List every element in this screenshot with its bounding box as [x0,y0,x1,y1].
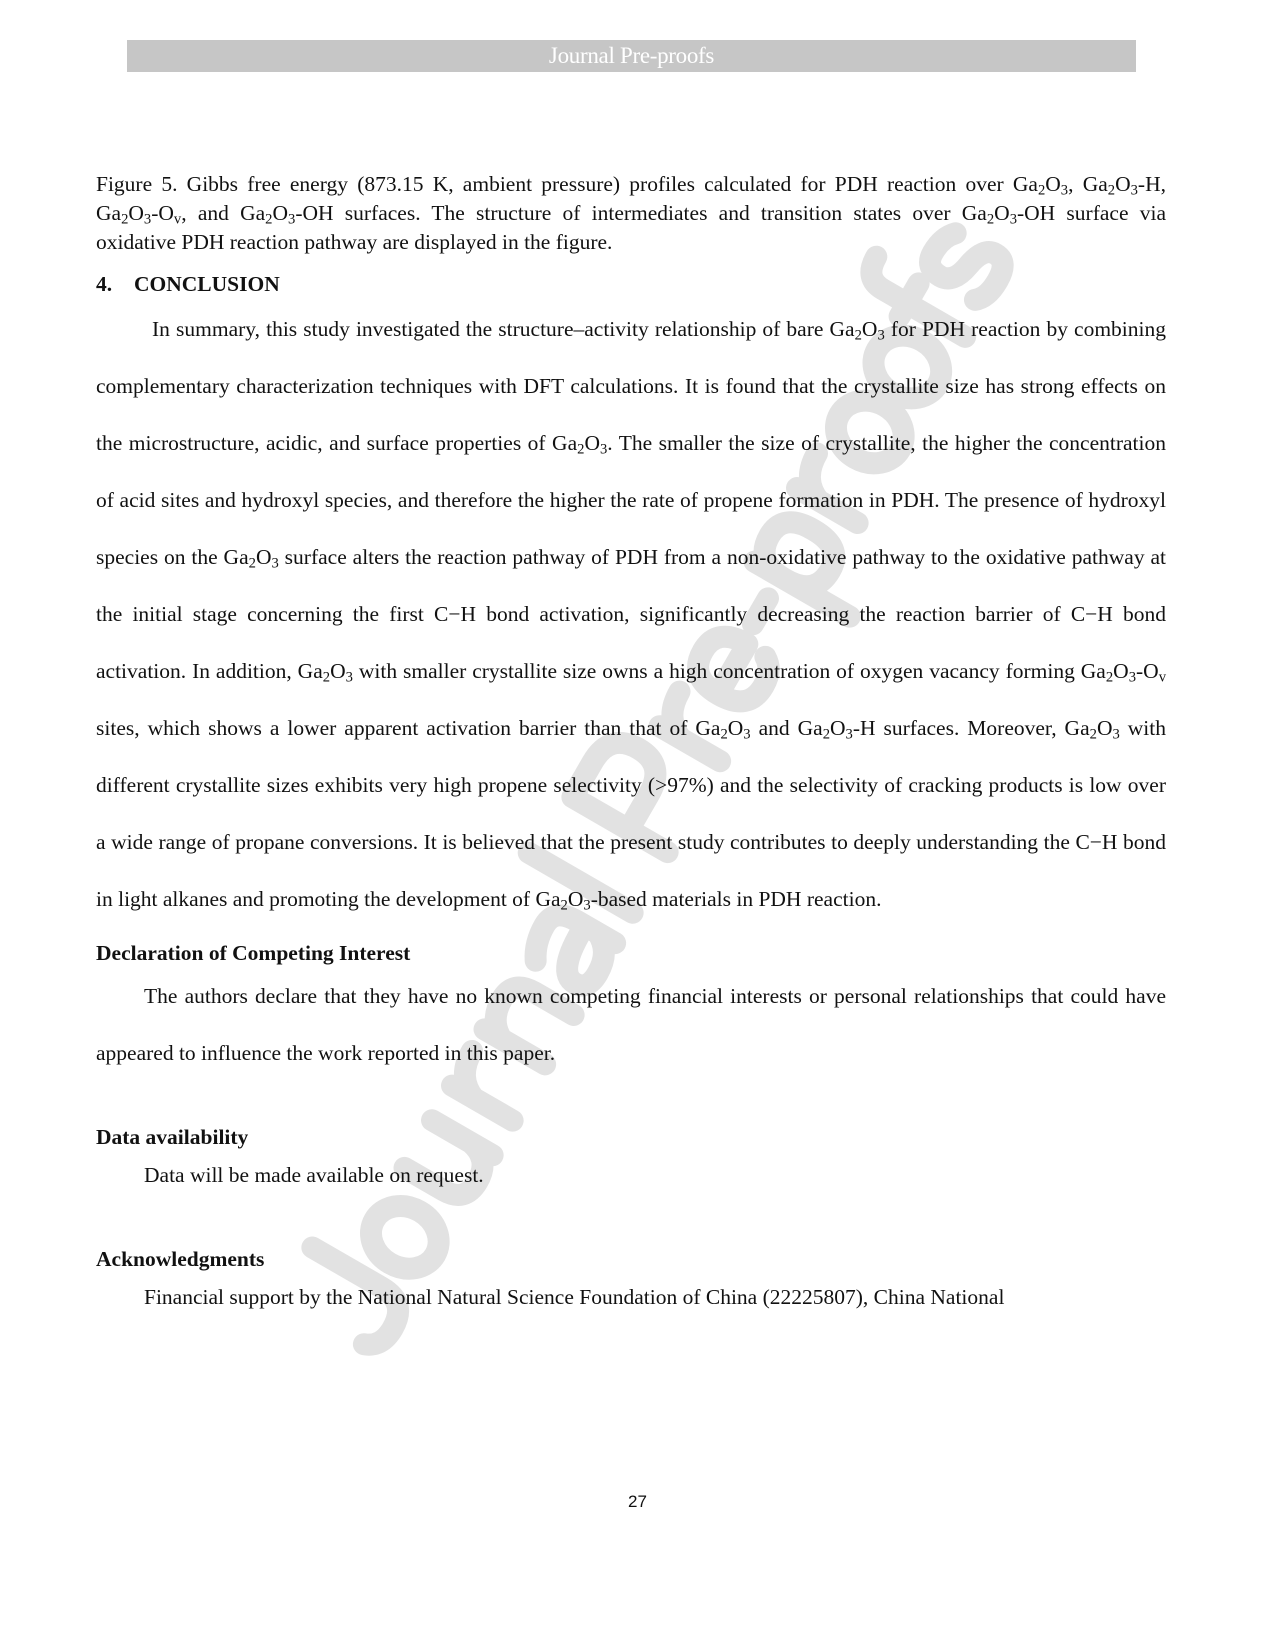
subscript: v [1158,669,1166,686]
subscript: 3 [877,327,885,344]
caption-text: -H, Ga [96,172,1166,225]
body-text: -O [1136,659,1159,683]
section-heading-conclusion [96,269,1166,299]
acknowledgments-text: Financial support by the National Natural Science Foundation of China (22225807), China National [144,1285,1005,1309]
body-text: and Ga [750,716,823,740]
body-text: O [830,716,846,740]
subscript: 2 [822,726,830,743]
body-text: -H surfaces. Moreover, Ga [852,716,1090,740]
body-text: with smaller crystallite size owns a high concentration of oxygen vacancy forming Ga [352,659,1106,683]
subscript: 3 [1128,669,1136,686]
caption-text: O [1115,172,1131,196]
subscript: 3 [743,726,751,743]
heading-declaration: Declaration of Competing Interest [96,941,411,965]
subscript: 3 [583,897,591,914]
subscript: 2 [986,211,995,228]
body-text: O [584,431,600,455]
caption-text: -OH surface via oxidative PDH reaction pathway are displayed in the figure. [96,201,1166,254]
subscript: 3 [345,669,353,686]
caption-text: , and Ga [181,201,266,225]
subscript: 3 [143,211,152,228]
subscript: 3 [599,441,608,458]
body-text: for PDH reaction by combining complementary characterization techniques with DFT calculations. It is found that the crystallite size has strong effects on the microstructure, acidic, and surface properties of Ga [96,317,1167,455]
subscript: 2 [720,726,728,743]
subscript: 3 [1009,211,1017,228]
body-text: . The smaller the size of crystallite, the higher the concentration of acid sites and hydroxyl species, and therefore the higher the rate of propene formation in PDH. The presence of hydroxyl species on the Ga [96,431,1167,569]
journal-header-text: Journal Pre-proofs [548,43,715,68]
subscript: 2 [577,441,585,458]
body-text: O [567,887,584,911]
subscript: 2 [1105,669,1114,686]
caption-text: O [994,201,1010,225]
section-title: CONCLUSION [134,272,280,296]
page-content [96,170,1166,1312]
subscript: 2 [121,211,129,228]
body-text: In summary, this study investigated the structure–activity relationship of bare Ga [152,317,855,341]
section-number: 4. [96,272,113,296]
subscript: 2 [560,897,568,914]
conclusion-paragraph [96,301,1166,928]
subscript: 2 [322,669,331,686]
subscript: 2 [1089,726,1097,743]
caption-text: O [272,201,289,225]
body-text: O [727,716,744,740]
page-number: 27 [628,1492,647,1511]
body-text: O [1096,716,1113,740]
caption-text: -O [151,201,174,225]
body-text: with different crystallite sizes exhibits very high propene selectivity (>97%) and the selectivity of cracking products is low over a wide range of propane conversions. It is believed that the present study contributes to deeply understanding the C−H bond in light alkanes and promoting the development of Ga [96,716,1166,911]
subscript: 3 [845,726,853,743]
caption-text: -OH surfaces. The structure of intermediates and transition states over Ga [295,201,987,225]
subscript: 2 [1107,182,1116,199]
subscript: 2 [265,211,273,228]
subscript: 3 [1060,182,1069,199]
subscript: 3 [1130,182,1138,199]
subscript: 3 [288,211,296,228]
spacer [96,1190,1166,1234]
data-availability-text: Data will be made available on request. [144,1163,484,1187]
heading-data-availability: Data availability [96,1125,249,1149]
caption-text: , Ga [1068,172,1108,196]
subscript: 2 [1037,182,1046,199]
body-text: O [255,545,272,569]
subscript: 2 [248,555,256,572]
subscript: 3 [271,555,279,572]
body-text: O [861,317,878,341]
subscript: v [173,211,182,228]
declaration-text: The authors declare that they have no known competing financial interests or personal relationships that could have appeared to influence the work reported in this paper. [96,984,1166,1065]
body-text: -based materials in PDH reaction. [590,887,882,911]
figure-caption [96,170,1166,257]
spacer [96,1082,1166,1112]
caption-text: O [128,201,144,225]
caption-text: Figure 5. Gibbs free energy (873.15 K, ambient pressure) profiles calculated for PDH reaction over Ga [96,172,1038,196]
subscript: 3 [1112,726,1120,743]
body-text: sites, which shows a lower apparent activation barrier than that of Ga [96,716,721,740]
journal-header-banner [127,40,1136,72]
subscript: 2 [854,327,862,344]
heading-acknowledgments: Acknowledgments [96,1247,265,1271]
caption-text: O [1045,172,1061,196]
body-text: surface alters the reaction pathway of PDH from a non-oxidative pathway to the oxidative pathway at the initial stage concerning the first C−H bond activation, significantly decreasing the reaction barrier of C−H bond activation. In addition, Ga [96,545,1167,683]
body-text: O [330,659,346,683]
body-text: O [1113,659,1129,683]
